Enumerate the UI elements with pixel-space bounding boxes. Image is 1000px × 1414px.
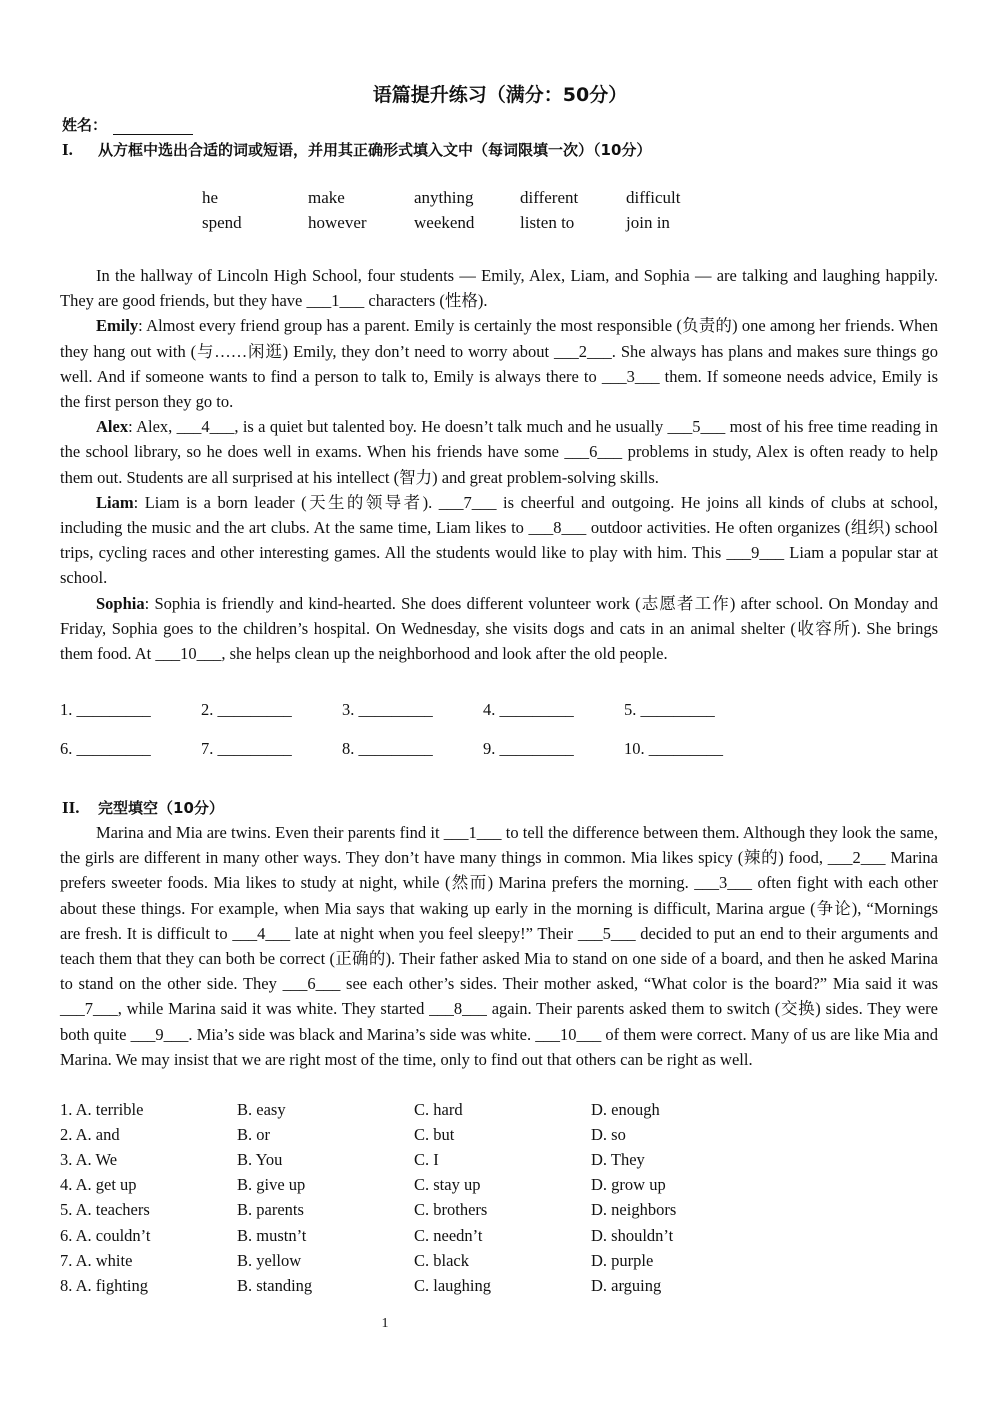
option[interactable]: D. so [591,1124,626,1144]
answer-blank[interactable]: 3. _________ [342,700,433,719]
option-row [60,1173,768,1198]
option[interactable]: 7. A. white [60,1250,133,1270]
option[interactable]: C. but [414,1124,455,1144]
paragraph-text: : Sophia is friendly and kind-hearted. She does different volunteer work (志愿者工作) after school. On Monday and Friday, Sophia goes to the children’s hospital. On Wednesday, she visits dogs and cats in an animal shelter (收容所). She brings them food. At ___10___, she helps clean up the neighborhood and look after the old people. [60,593,938,664]
answer-blank[interactable]: 5. _________ [624,700,715,719]
answer-blank[interactable]: 6. _________ [60,739,151,758]
word-row-2 [202,213,732,238]
answer-blank[interactable]: 4. _________ [483,700,574,719]
option-row [60,1097,768,1122]
option[interactable]: 6. A. couldn’t [60,1225,151,1245]
word-item: he [202,188,219,207]
section1-passage [60,263,938,666]
option[interactable]: B. give up [237,1175,306,1195]
word-item: different [520,188,579,207]
answer-blank[interactable]: 9. _________ [483,739,574,758]
passage-paragraph [60,313,938,414]
word-item: make [308,188,345,207]
section2-heading [62,797,224,818]
option-row [60,1248,768,1273]
answer-blank[interactable]: 10. _________ [624,739,723,758]
option[interactable]: D. grow up [591,1175,666,1195]
option[interactable]: D. shouldn’t [591,1225,674,1245]
option[interactable]: C. stay up [414,1175,481,1195]
character-name: Liam [96,492,134,512]
word-row-1 [202,188,732,213]
option[interactable]: 3. A. We [60,1149,118,1169]
word-item: join in [626,213,670,232]
section2-number: II. [62,798,80,817]
option[interactable]: C. laughing [414,1275,491,1295]
character-name: Emily [96,316,139,336]
option-row [60,1198,768,1223]
name-blank[interactable] [113,120,193,135]
word-box [202,188,732,238]
option[interactable]: B. standing [237,1275,313,1295]
option[interactable]: B. yellow [237,1250,302,1270]
answer-blank[interactable]: 1. _________ [60,700,151,719]
option[interactable]: 2. A. and [60,1124,120,1144]
option[interactable]: C. hard [414,1099,463,1119]
passage-paragraph [60,591,938,667]
option[interactable]: C. brothers [414,1200,488,1220]
answer-row-1 [60,700,765,720]
option-row [60,1147,768,1172]
character-name: Alex [96,417,129,437]
option[interactable]: B. mustn’t [237,1225,307,1245]
answer-row-2 [60,739,765,759]
paragraph-text: : Alex, ___4___, is a quiet but talented boy. He doesn’t talk much and he usually ___5___ most of his free time reading in the school library, so he does well in exams. When his friends have some ___6___ problems in study, Alex is often ready to help them out. Students are all surprised at his intellect (智力) and great problem-solving skills. [60,417,938,487]
paragraph-text: : Liam is a born leader (天生的领导者). ___7___ is cheerful and outgoing. He joins all kinds of clubs at school, including the music and the art clubs. At the same time, Liam likes to ___8___ outdoor activities. He often organizes (组织) school trips, cycling races and other interesting games. All the students would like to play with him. This ___9___ Liam a popular star at school. [60,492,938,588]
passage-paragraph [60,414,938,490]
option-row [60,1273,768,1298]
paragraph-text: : Almost every friend group has a parent. Emily is certainly the most responsible (负责的) one among her friends. When they hang out with (与……闲逛) Emily, they don’t need to worry about ___2___. She always has plans and makes sure things go well. And if someone wants to find a person to talk to, Emily is always there to ___3___ them. If someone needs advice, Emily is the first person they go to. [60,316,938,412]
word-item: however [308,213,367,232]
word-item: listen to [520,213,575,232]
option[interactable]: D. enough [591,1099,660,1119]
options-list [60,1097,768,1299]
word-item: difficult [626,188,681,207]
passage-paragraph [60,490,938,591]
option[interactable]: C. I [414,1149,439,1169]
answer-blank[interactable]: 2. _________ [201,700,292,719]
passage-paragraph: In the hallway of Lincoln High School, four students — Emily, Alex, Liam, and Sophia — are talking and laughing happily. They are good friends, but they have ___1___ characters (性格). [60,266,938,311]
section2-instructions: 完型填空（10分） [98,799,224,817]
character-name: Sophia [96,593,145,613]
word-item: anything [414,188,474,207]
passage-paragraph: Marina and Mia are twins. Even their parents find it ___1___ to tell the difference between them. Although they look the same, the girls are different in many other ways. They don’t have many things in common. Mia likes spicy (辣的) food, ___2___ Marina prefers sweeter foods. Mia likes to study at night, while (然而) Marina prefers the morning. ___3___ often fight with each other about these things. For example, when Mia says that waking up early in the morning is difficult, Marina argue (争论), “Mornings are fresh. It is difficult to ___4___ late at night when you feel sleepy!” Their ___5___ decided to put an end to their arguments and teach them that they can both be correct (正确的). Their father asked Mia to stand on one side of a board, and then he asked Marina to stand on the other side. They ___6___ see each other’s sides. Their mother asked, “What color is the board?” Mia said it was ___7___, while Marina said it was white. They started ___8___ again. Their parents asked them to switch (交换) sides. They were both quite ___9___. Mia’s side was black and Marina’s side was white. ___10___ of them were correct. Many of us are like Mia and Marina. We may insist that we are right most of the time, only to find out that others can be right as well. [60,823,938,1069]
option[interactable]: D. arguing [591,1275,662,1295]
option[interactable]: 5. A. teachers [60,1200,150,1220]
section1-heading [62,139,651,160]
option[interactable]: D. purple [591,1250,654,1270]
option[interactable]: B. parents [237,1200,304,1220]
name-label: 姓名： [62,116,108,134]
name-field [62,114,193,135]
option-row [60,1223,768,1248]
section2-passage [60,820,938,1072]
answer-blank[interactable]: 7. _________ [201,739,292,758]
option[interactable]: 1. A. terrible [60,1099,144,1119]
answer-blank[interactable]: 8. _________ [342,739,433,758]
option[interactable]: C. needn’t [414,1225,483,1245]
option[interactable]: B. easy [237,1099,286,1119]
option[interactable]: 4. A. get up [60,1175,137,1195]
option[interactable]: C. black [414,1250,469,1270]
page-number: 1 [381,1316,389,1331]
page-title: 语篇提升练习（满分：50分） [372,84,628,106]
section1-instructions: 从方框中选出合适的词或短语，并用其正确形式填入文中（每词限填一次）（10分） [98,141,652,159]
option[interactable]: B. You [237,1149,283,1169]
option[interactable]: D. neighbors [591,1200,677,1220]
option-row [60,1122,768,1147]
option[interactable]: 8. A. fighting [60,1275,149,1295]
word-item: spend [202,213,242,232]
section1-number: I. [62,140,73,159]
option[interactable]: D. They [591,1149,645,1169]
option[interactable]: B. or [237,1124,270,1144]
word-item: weekend [414,213,475,232]
